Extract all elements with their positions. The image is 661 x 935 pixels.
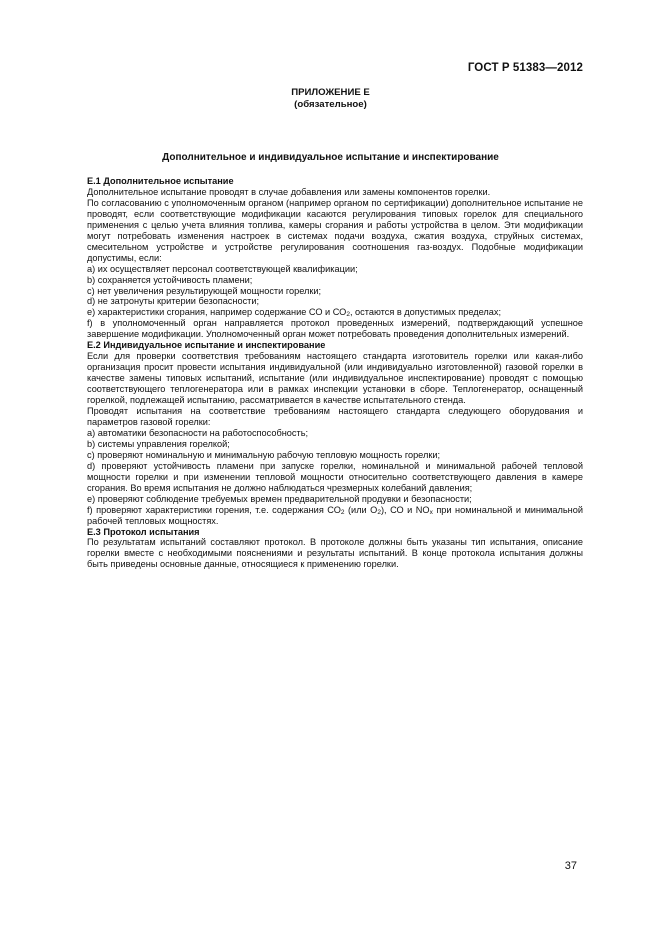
e1-item-e-text-end: , остаются в допустимых пределах;: [349, 307, 502, 318]
e1-item-d: d) не затронуты критерии безопасности;: [87, 296, 260, 307]
e2-item-f-text-1: f) проверяют характеристики горения, т.е. содержания СО: [87, 504, 341, 515]
e1-item-c: с) нет увеличения результирующей мощности горелки;: [87, 285, 322, 296]
e1-item-f: f) в уполномоченный орган направляется протокол проведенных измерений, подтверждающий успешное завершение модификации. Уполномоченный орган может потребовать проведения дополнительных измерений.: [87, 318, 583, 340]
e1-item-e-sub: 2: [346, 311, 350, 319]
e2-item-f-sub-3: x: [429, 508, 433, 516]
e1-item-b: b) сохраняется устойчивость пламени;: [87, 274, 253, 285]
e1-item-e: [87, 307, 583, 318]
e2-item-a: а) автоматики безопасности на работоспособность;: [87, 427, 309, 438]
e1-paragraph-1: Дополнительное испытание проводят в случае добавления или замены компонентов горелки.: [87, 186, 491, 197]
e2-item-e: е) проверяют соблюдение требуемых времен предварительной продувки и безопасности;: [87, 493, 472, 504]
annex-title: ПРИЛОЖЕНИЕ Е: [291, 87, 370, 98]
e2-item-d: d) проверяют устойчивость пламени при запуске горелки, номинальной и минимальной рабочей тепловой мощности горелки и при изменении тепловой мощности относительно соответствующего давления в камере сгорания. Во время испытания не должно наблюдаться чрезмерных колебаний давления;: [87, 460, 583, 493]
e3-paragraph-1: По результатам испытаний составляют протокол. В протоколе должны быть указаны тип испытания, описание горелки вместе с необходимыми пояснениями и результаты испытаний. В конце протокола испытания должны быть приведены основные данные, относящиеся к применению горелки.: [87, 537, 583, 570]
page-number: 37: [564, 860, 577, 872]
e2-item-f-text-3: ), СО и NO: [380, 504, 430, 515]
e2-item-f-text-4: при номинальной и минимальной рабочей тепловых мощностях.: [87, 504, 584, 526]
e2-item-f-text-2: (или О: [344, 504, 378, 515]
section-heading: Дополнительное и индивидуальное испытание и инспектирование: [162, 152, 499, 163]
e2-item-c: с) проверяют номинальную и минимальную рабочую тепловую мощность горелки;: [87, 449, 441, 460]
annex-status: (обязательное): [294, 99, 367, 110]
e2-item-f-sub-1: 2: [340, 508, 345, 516]
e2-item-f: [87, 505, 583, 527]
e1-item-a: а) их осуществляет персонал соответствующей квалификации;: [87, 263, 358, 274]
e1-heading: Е.1 Дополнительное испытание: [87, 176, 234, 186]
e2-item-b: b) системы управления горелкой;: [87, 438, 230, 449]
e3-heading: Е.3 Протокол испытания: [87, 526, 200, 537]
e2-heading: Е.2 Индивидуальное испытание и инспектирование: [87, 340, 326, 351]
e1-item-e-text: е) характеристики сгорания, например содержание СО и СО: [87, 307, 347, 318]
e2-item-f-sub-2: 2: [377, 508, 381, 516]
standard-code: ГОСТ Р 51383—2012: [467, 62, 583, 74]
e1-paragraph-2: По согласованию с уполномоченным органом (например органом по сертификации) дополнительное испытание не проводят, если соответствующие модификации касаются регулирования типовых горелок для специального применения с целью учета влияния топлива, камеры сгорания и работы устройства в целом. Эти модификации могут потребовать изменения настроек в системах подачи воздуха, сжатия воздуха, струйных системах, смесительном устройстве и устройстве регулирования соотношения газ-воздух. Подобные модификации допустимы, если:: [87, 197, 583, 263]
e2-paragraph-2: Проводят испытания на соответствие требованиям настоящего стандарта следующего оборудования и параметров газовой горелки:: [87, 406, 583, 427]
annex-title-block: [0, 87, 661, 111]
document-body: [87, 176, 583, 570]
e2-paragraph-1: Если для проверки соответствия требованиям настоящего стандарта изготовитель горелки или какая-либо организация просит провести испытания индивидуальной (или индивидуально изготовленной) газовой горелки в качестве замены типовых испытаний, испытание (или индивидуальное инспектирование) проводят с помощью соответствующего теплогенератора или в рамках инспекции установки в сборе. Теплогенератор, оснащенный горелкой, подлежащей испытанию, рассматривается в качестве испытательного стенда.: [87, 351, 583, 406]
